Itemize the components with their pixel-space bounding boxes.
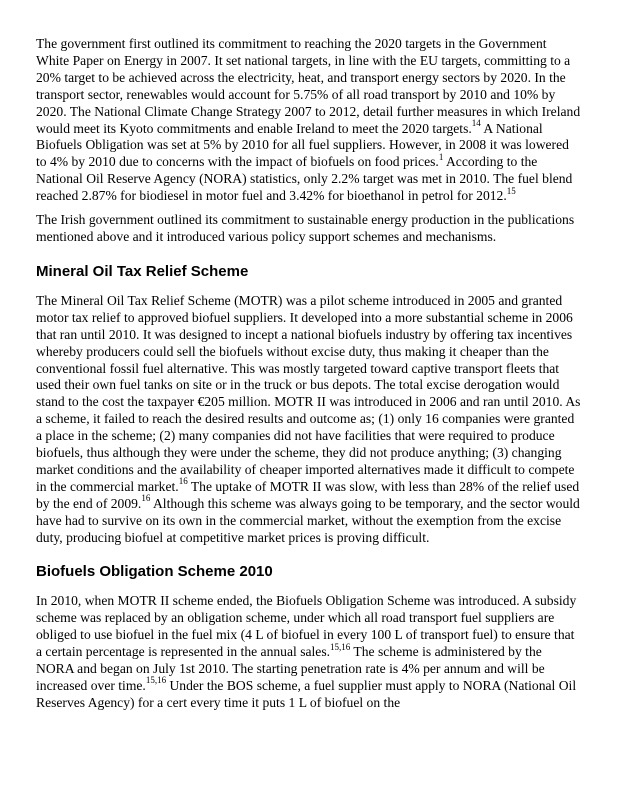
paragraph-text: In 2010, when MOTR II scheme ended, the Biofuels Obligation Scheme was introduced. A subsidy scheme was replaced by an obligation scheme, under which all road transport fuel suppliers are obliged to use biofuel in the fuel mix (4 L of biofuel in every 100 L of transport fuel) to ensure that a certain percentage is represented in the annual sales. [36, 593, 577, 660]
footnote-ref: 15,16 [330, 641, 351, 652]
paragraph-text: Although this scheme was always going to be temporary, and the sector would have had to survive on its own in the commercial market, without the exemption from the excise duty, producing biofuel at competitive market prices is proving difficult. [36, 495, 580, 545]
paragraph-motr [36, 293, 582, 547]
paragraph-commitment: The Irish government outlined its commitment to sustainable energy production in the publications mentioned above and it introduced various policy support schemes and mechanisms. [36, 212, 575, 244]
paragraph-targets [36, 36, 582, 205]
paragraph-text: The Mineral Oil Tax Relief Scheme (MOTR) was a pilot scheme introduced in 2005 and granted motor tax relief to approved biofuel suppliers. It developed into a more substantial scheme in 2006 that ran until 2010. It was designed to incept a national biofuels industry by offering tax incentives whereby producers could sell the biofuels without excise duty, thus making it cheaper than the conventional fossil fuel alternative. This was mostly targeted toward captive transport fleets that used their own fuel tanks on site or in the truck or bus depots. The total excise derogation would stand to the cost the taxpayer €205 million. MOTR II was introduced in 2006 and ran until 2010. As a scheme, it failed to reach the desired results and outcome as; (1) only 16 companies were granted a place in the scheme; (2) many companies did not have facilities that were required to produce biofuels, thus although they were under the scheme, they did not produce anything; (3) changing market conditions and the availability of cheaper imported alternatives made it difficult to compete in the commercial market. [36, 292, 581, 494]
paragraph-text: The scheme is administered by the NORA and began on July 1st 2010. The starting penetration rate is 4% per annum and will be increased over time. [36, 644, 545, 693]
paragraph-text: The government first outlined its commitment to reaching the 2020 targets in the Government White Paper on Energy in 2007. It set national targets, in line with the EU targets, committing to a 20% target to be achieved across the electricity, heat, and transport energy sectors by 2020. In the transport sector, renewables would account for 5.75% of all road transport by 2010 and 10% by 2020. The National Climate Change Strategy 2007 to 2012, detail further measures in which Ireland would meet its Kyoto commitments and enable Ireland to meet the 2020 targets. [36, 36, 581, 136]
footnote-ref: 16 [178, 476, 188, 487]
section-heading-motr: Mineral Oil Tax Relief Scheme [36, 262, 249, 280]
document-page [36, 36, 582, 719]
paragraph-text: Under the BOS scheme, a fuel supplier must apply to NORA (National Oil Reserves Agency) for a cert every time it puts 1 L of biofuel on the [36, 678, 577, 710]
paragraph-bos [36, 593, 582, 711]
footnote-ref: 15 [506, 185, 516, 196]
paragraph-text: According to the National Oil Reserve Agency (NORA) statistics, only 2.2% target was met in 2010. The fuel blend reached 2.87% for biodiesel in motor fuel and 3.42% for bioethanol in petrol for 2012. [36, 154, 573, 204]
footnote-ref: 14 [471, 118, 481, 128]
footnote-ref: 15,16 [145, 675, 167, 686]
footnote-ref: 1 [438, 151, 444, 162]
paragraph-text: The uptake of MOTR II was slow, with less than 28% of the relief used by the end of 2009. [36, 478, 580, 511]
footnote-ref: 16 [141, 493, 151, 504]
section-heading-bos: Biofuels Obligation Scheme 2010 [36, 563, 273, 581]
paragraph-text: A National Biofuels Obligation was set at 5% by 2010 for all fuel suppliers. However, in 2008 it was lowered to 4% by 2010 due to concerns with the impact of biofuels on food prices. [36, 120, 569, 170]
